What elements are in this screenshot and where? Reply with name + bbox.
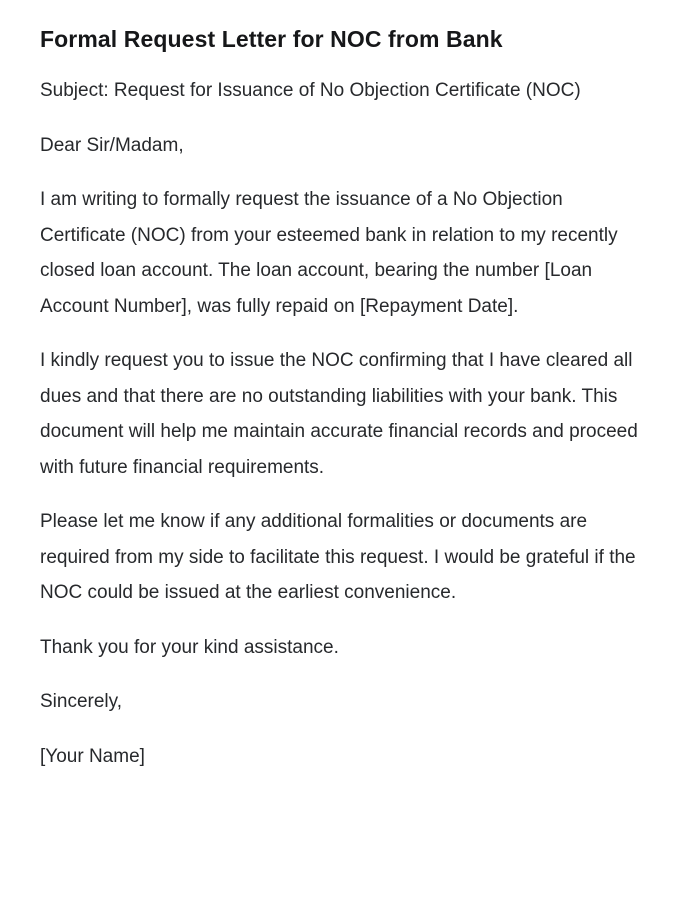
body-paragraph-2: I kindly request you to issue the NOC confirming that I have cleared all dues and that there are no outstanding liabilities with your bank. This document will help me maintain accurate financial records and proceed with future financial requirements.: [40, 350, 638, 478]
letter-title: Formal Request Letter for NOC from Bank: [40, 26, 503, 52]
salutation: Dear Sir/Madam,: [40, 134, 184, 156]
signature-placeholder: [Your Name]: [40, 745, 145, 767]
body-paragraph-1: I am writing to formally request the issuance of a No Objection Certificate (NOC) from your esteemed bank in relation to my recently closed loan account. The loan account, bearing the number [Loan Account Number], was fully repaid on [Repayment Date].: [40, 189, 618, 317]
body-paragraph-3: Please let me know if any additional formalities or documents are required from my side to facilitate this request. I would be grateful if the NOC could be issued at the earliest convenience.: [40, 511, 636, 603]
subject-line: Subject: Request for Issuance of No Objection Certificate (NOC): [40, 80, 581, 101]
closing-thanks: Thank you for your kind assistance.: [40, 636, 339, 658]
signoff: Sincerely,: [40, 691, 123, 712]
